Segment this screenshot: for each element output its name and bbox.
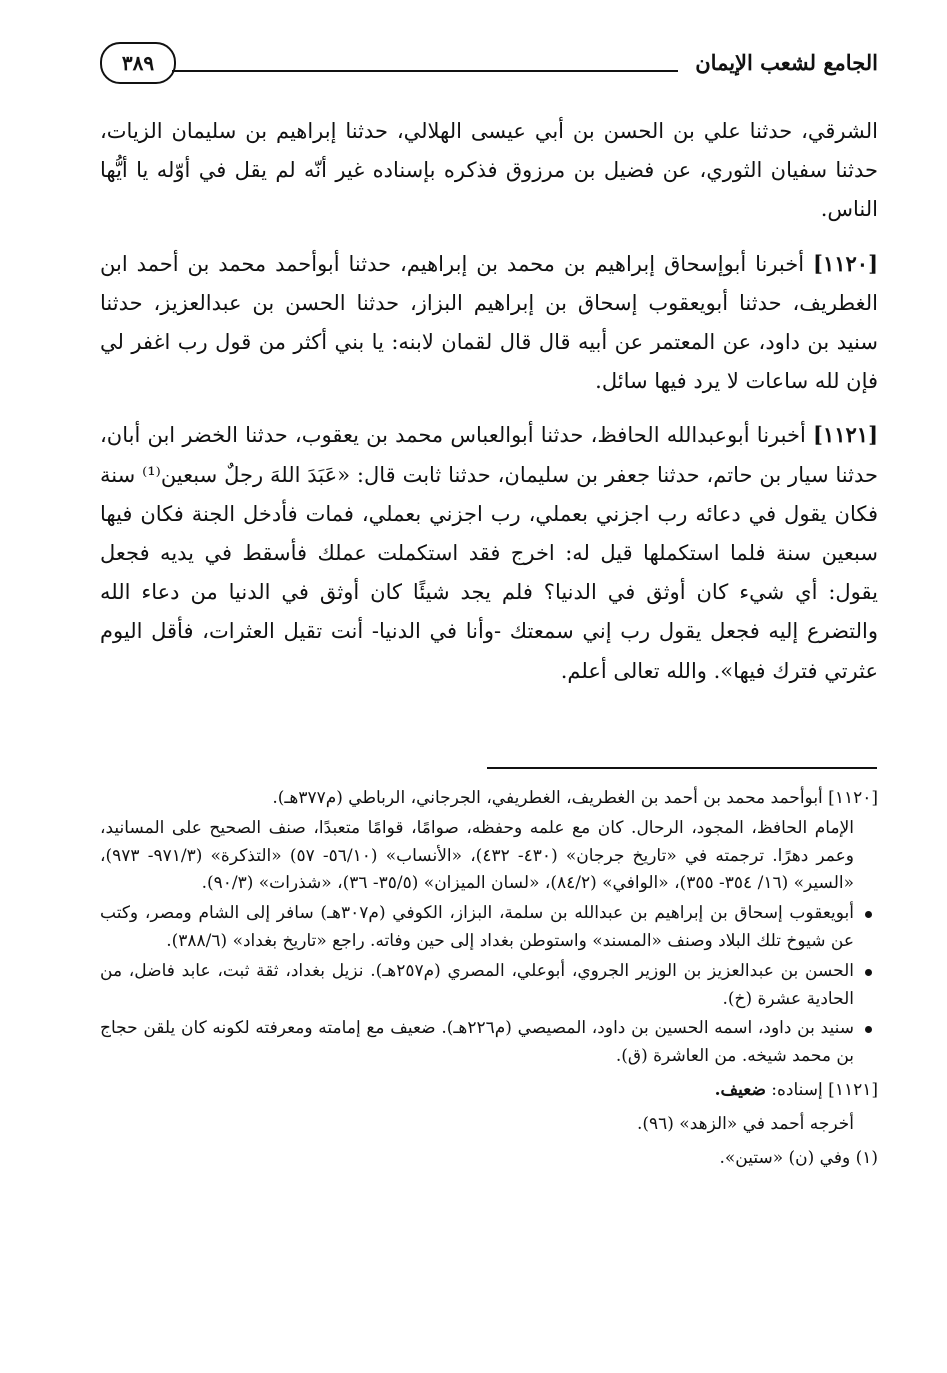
main-text xyxy=(100,112,878,705)
hadith-text: أخبرنا أبوعبدالله الحافظ، حدثنا أبوالعباس محمد بن يعقوب، حدثنا الخضر ابن أبان، حدثنا سيار بن حاتم، حدثنا جعفر بن سليمان، حدثنا ثابت قال: «عَبَدَ اللهَ رجلٌ سبعين⁽¹⁾ سنة فكان يقول في دعائه رب اجزني بعملي، رب اجزني بعملي، فمات فأدخل الجنة فكان فيها سبعين سنة فلما استكملها قيل له: اخرج فقد استكملت عملك فأسقط في يديه فجعل يقول: أي شيء كان أوثق في الدنيا؟ فلم يجد شيئًا كان أوثق في الدنيا من دعاء الله والتضرع إليه فجعل يقول رب إني سمعتك -وأنا في الدنيا- أنت تقيل العثرات، فأقل اليوم عثرتي فترك فيها». والله تعالى أعلم. xyxy=(100,423,878,683)
hadith-1120 xyxy=(100,244,878,402)
footnote-separator xyxy=(487,767,877,769)
isnad-grade: ضعيف. xyxy=(714,1079,766,1100)
page-number: ٣٨٩ xyxy=(100,42,176,84)
paragraph-continuation: الشرقي، حدثنا علي بن الحسن بن أبي عيسى الهلالي، حدثنا إبراهيم بن سليمان الزيات، حدثنا سفيان الثوري، عن فضيل بن مرزوق فذكره بإسناده غير أنّه لم يقل في أوّله يا أيُّها الناس. xyxy=(100,119,878,222)
footnotes xyxy=(100,785,878,1174)
bullet-icon xyxy=(865,969,872,976)
footnote-bullet xyxy=(100,1015,878,1071)
footnote-1120-title: [١١٢٠] أبوأحمد محمد بن أحمد بن الغطريف، الغطريفي، الجرجاني، الرباطي (م٣٧٧هـ). xyxy=(272,788,878,808)
bullet-text: أبويعقوب إسحاق بن إبراهيم بن عبدالله بن سلمة، البزاز، الكوفي (م٣٠٧هـ) سافر إلى الشام ومصر، وكتب عن شيوخ تلك البلاد وصنف «المسند» واستوطن بغداد إلى حين وفاته. راجع «تاريخ بغداد» (٣٨٨/٦). xyxy=(100,903,854,951)
bullet-text: الحسن بن عبدالعزيز بن الوزير الجروي، أبوعلي، المصري (م٢٥٧هـ). نزيل بغداد، ثقة ثبت، عابد فاضل، من الحادية عشرة (خ). xyxy=(100,960,854,1009)
hadith-number: [١١٢٠] xyxy=(813,250,878,276)
footnote-1: (١) وفي (ن) «ستين». xyxy=(719,1147,878,1168)
running-title: الجامع لشعب الإيمان xyxy=(695,50,878,75)
bullet-icon xyxy=(865,911,872,918)
hadith-1121 xyxy=(100,415,878,690)
footnote-1121 xyxy=(100,1077,878,1105)
isnad-label: [١١٢١] إسناده: xyxy=(771,1079,878,1100)
footnote-bullet xyxy=(100,958,878,1014)
footnote-bullet xyxy=(100,900,878,956)
footnote-1120-body: الإمام الحافظ، المجود، الرحال. كان مع علمه وحفظه، صوامًا، قوامًا متعبدًا، صنف الصحيح على المسانيد، وعمر دهرًا. ترجمته في «تاريخ جرجان» (٤٣٠- ٤٣٢)، «الأنساب» (٥٦/١٠- ٥٧) «التذكرة» (٩٧١/٣- ٩٧٣)، «السير» (١٦/ ٣٥٤- ٣٥٥)، «الوافي» (٨٤/٢)، «لسان الميزان» (٣٥/٥- ٣٦)، «شذرات» (٩٠/٣). xyxy=(100,817,854,894)
hadith-text: أخبرنا أبوإسحاق إبراهيم بن محمد بن إبراهيم، حدثنا أبوأحمد محمد بن أحمد ابن الغطريف، حدثنا أبويعقوب إسحاق بن إبراهيم البزاز، حدثنا الحسن بن عبدالعزيز، حدثنا سنيد بن داود، عن المعتمر عن أبيه قال قال لقمان لابنه: يا بني أكثر من قول رب اغفر لي فإن لله ساعات لا يرد فيها سائل. xyxy=(100,251,878,394)
header-rule xyxy=(172,70,678,72)
hadith-number: [١١٢١] xyxy=(813,422,878,448)
footnote-1121-source: أخرجه أحمد في «الزهد» (٩٦). xyxy=(636,1113,854,1134)
page-header xyxy=(100,40,878,88)
bullet-text: سنيد بن داود، اسمه الحسين بن داود، المصيصي (م٢٢٦هـ). ضعيف مع إمامته ومعرفته لكونه كان يلقن حجاج بن محمد شيخه. من العاشرة (ق). xyxy=(100,1018,854,1067)
bullet-icon xyxy=(865,1026,872,1033)
